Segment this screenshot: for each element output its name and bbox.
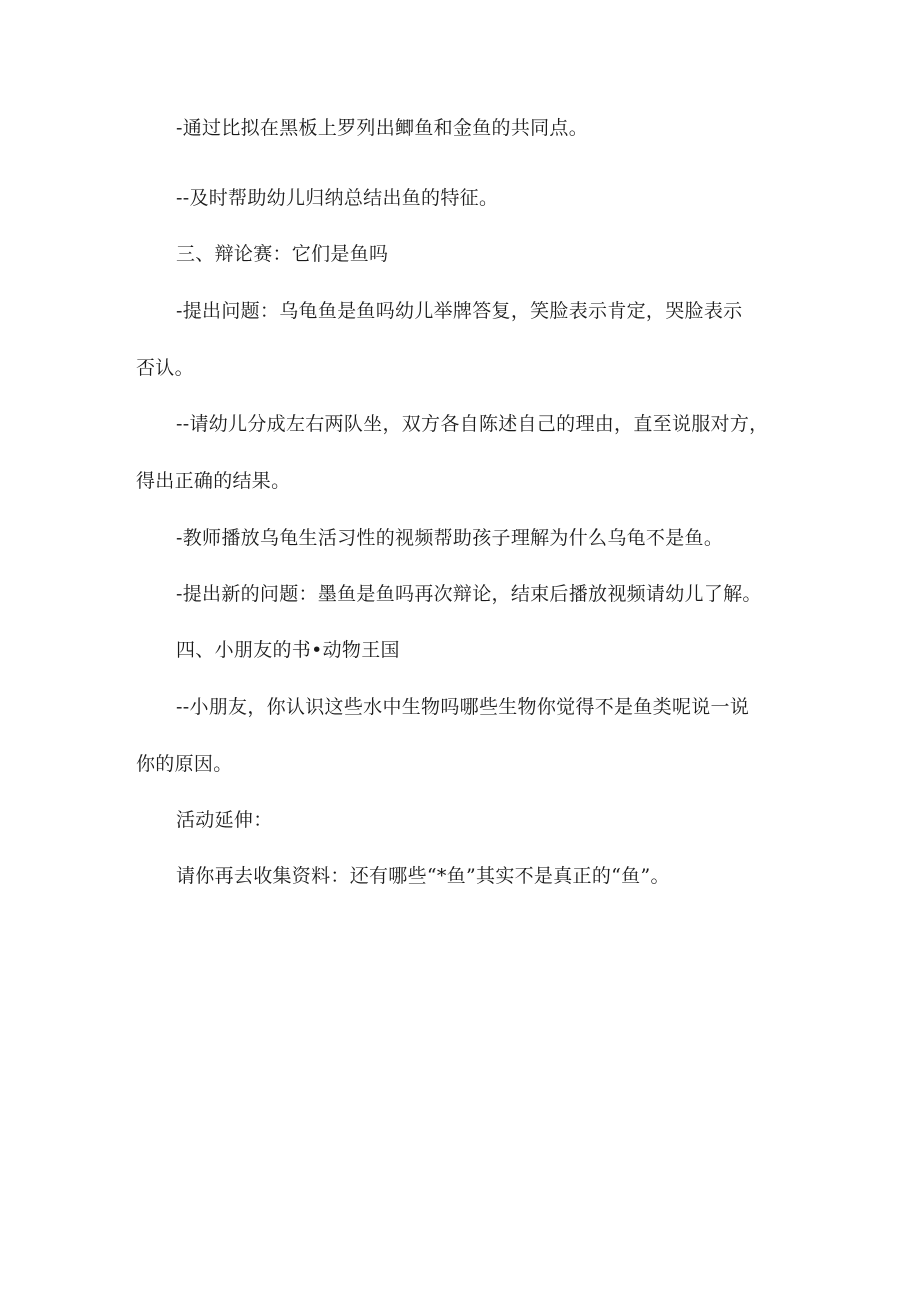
paragraph-cuttlefish-question: -提出新的问题：墨鱼是鱼吗再次辩论，结束后播放视频请幼儿了解。 — [176, 583, 762, 605]
paragraph-split-teams: --请幼儿分成左右两队坐，双方各自陈述自己的理由，直至说服对方， — [176, 413, 769, 435]
section-heading-animal-kingdom: 四、小朋友的书•动物王国 — [176, 639, 400, 661]
paragraph-question-turtle-fish: -提出问题：乌龟鱼是鱼吗幼儿举牌答复，笑脸表示肯定，哭脸表示 — [176, 300, 743, 322]
paragraph-compare-fish: -通过比拟在黑板上罗列出鲫鱼和金鱼的共同点。 — [176, 117, 589, 139]
paragraph-aquatic-creatures: --小朋友，你认识这些水中生物吗哪些生物你觉得不是鱼类呢说一说 — [176, 696, 750, 718]
paragraph-split-teams-cont: 得出正确的结果。 — [136, 470, 291, 492]
paragraph-aquatic-creatures-cont: 你的原因。 — [136, 753, 233, 775]
paragraph-question-turtle-fish-cont: 否认。 — [136, 357, 194, 379]
section-heading-extension: 活动延伸： — [176, 809, 273, 831]
paragraph-summarize-features: --及时帮助幼儿归纳总结出鱼的特征。 — [176, 187, 499, 209]
paragraph-collect-materials: 请你再去收集资料：还有哪些“*鱼”其实不是真正的“鱼”。 — [176, 865, 670, 887]
paragraph-turtle-video: -教师播放乌龟生活习性的视频帮助孩子理解为什么乌龟不是鱼。 — [176, 527, 724, 549]
section-heading-debate: 三、辩论赛：它们是鱼吗 — [176, 243, 389, 265]
